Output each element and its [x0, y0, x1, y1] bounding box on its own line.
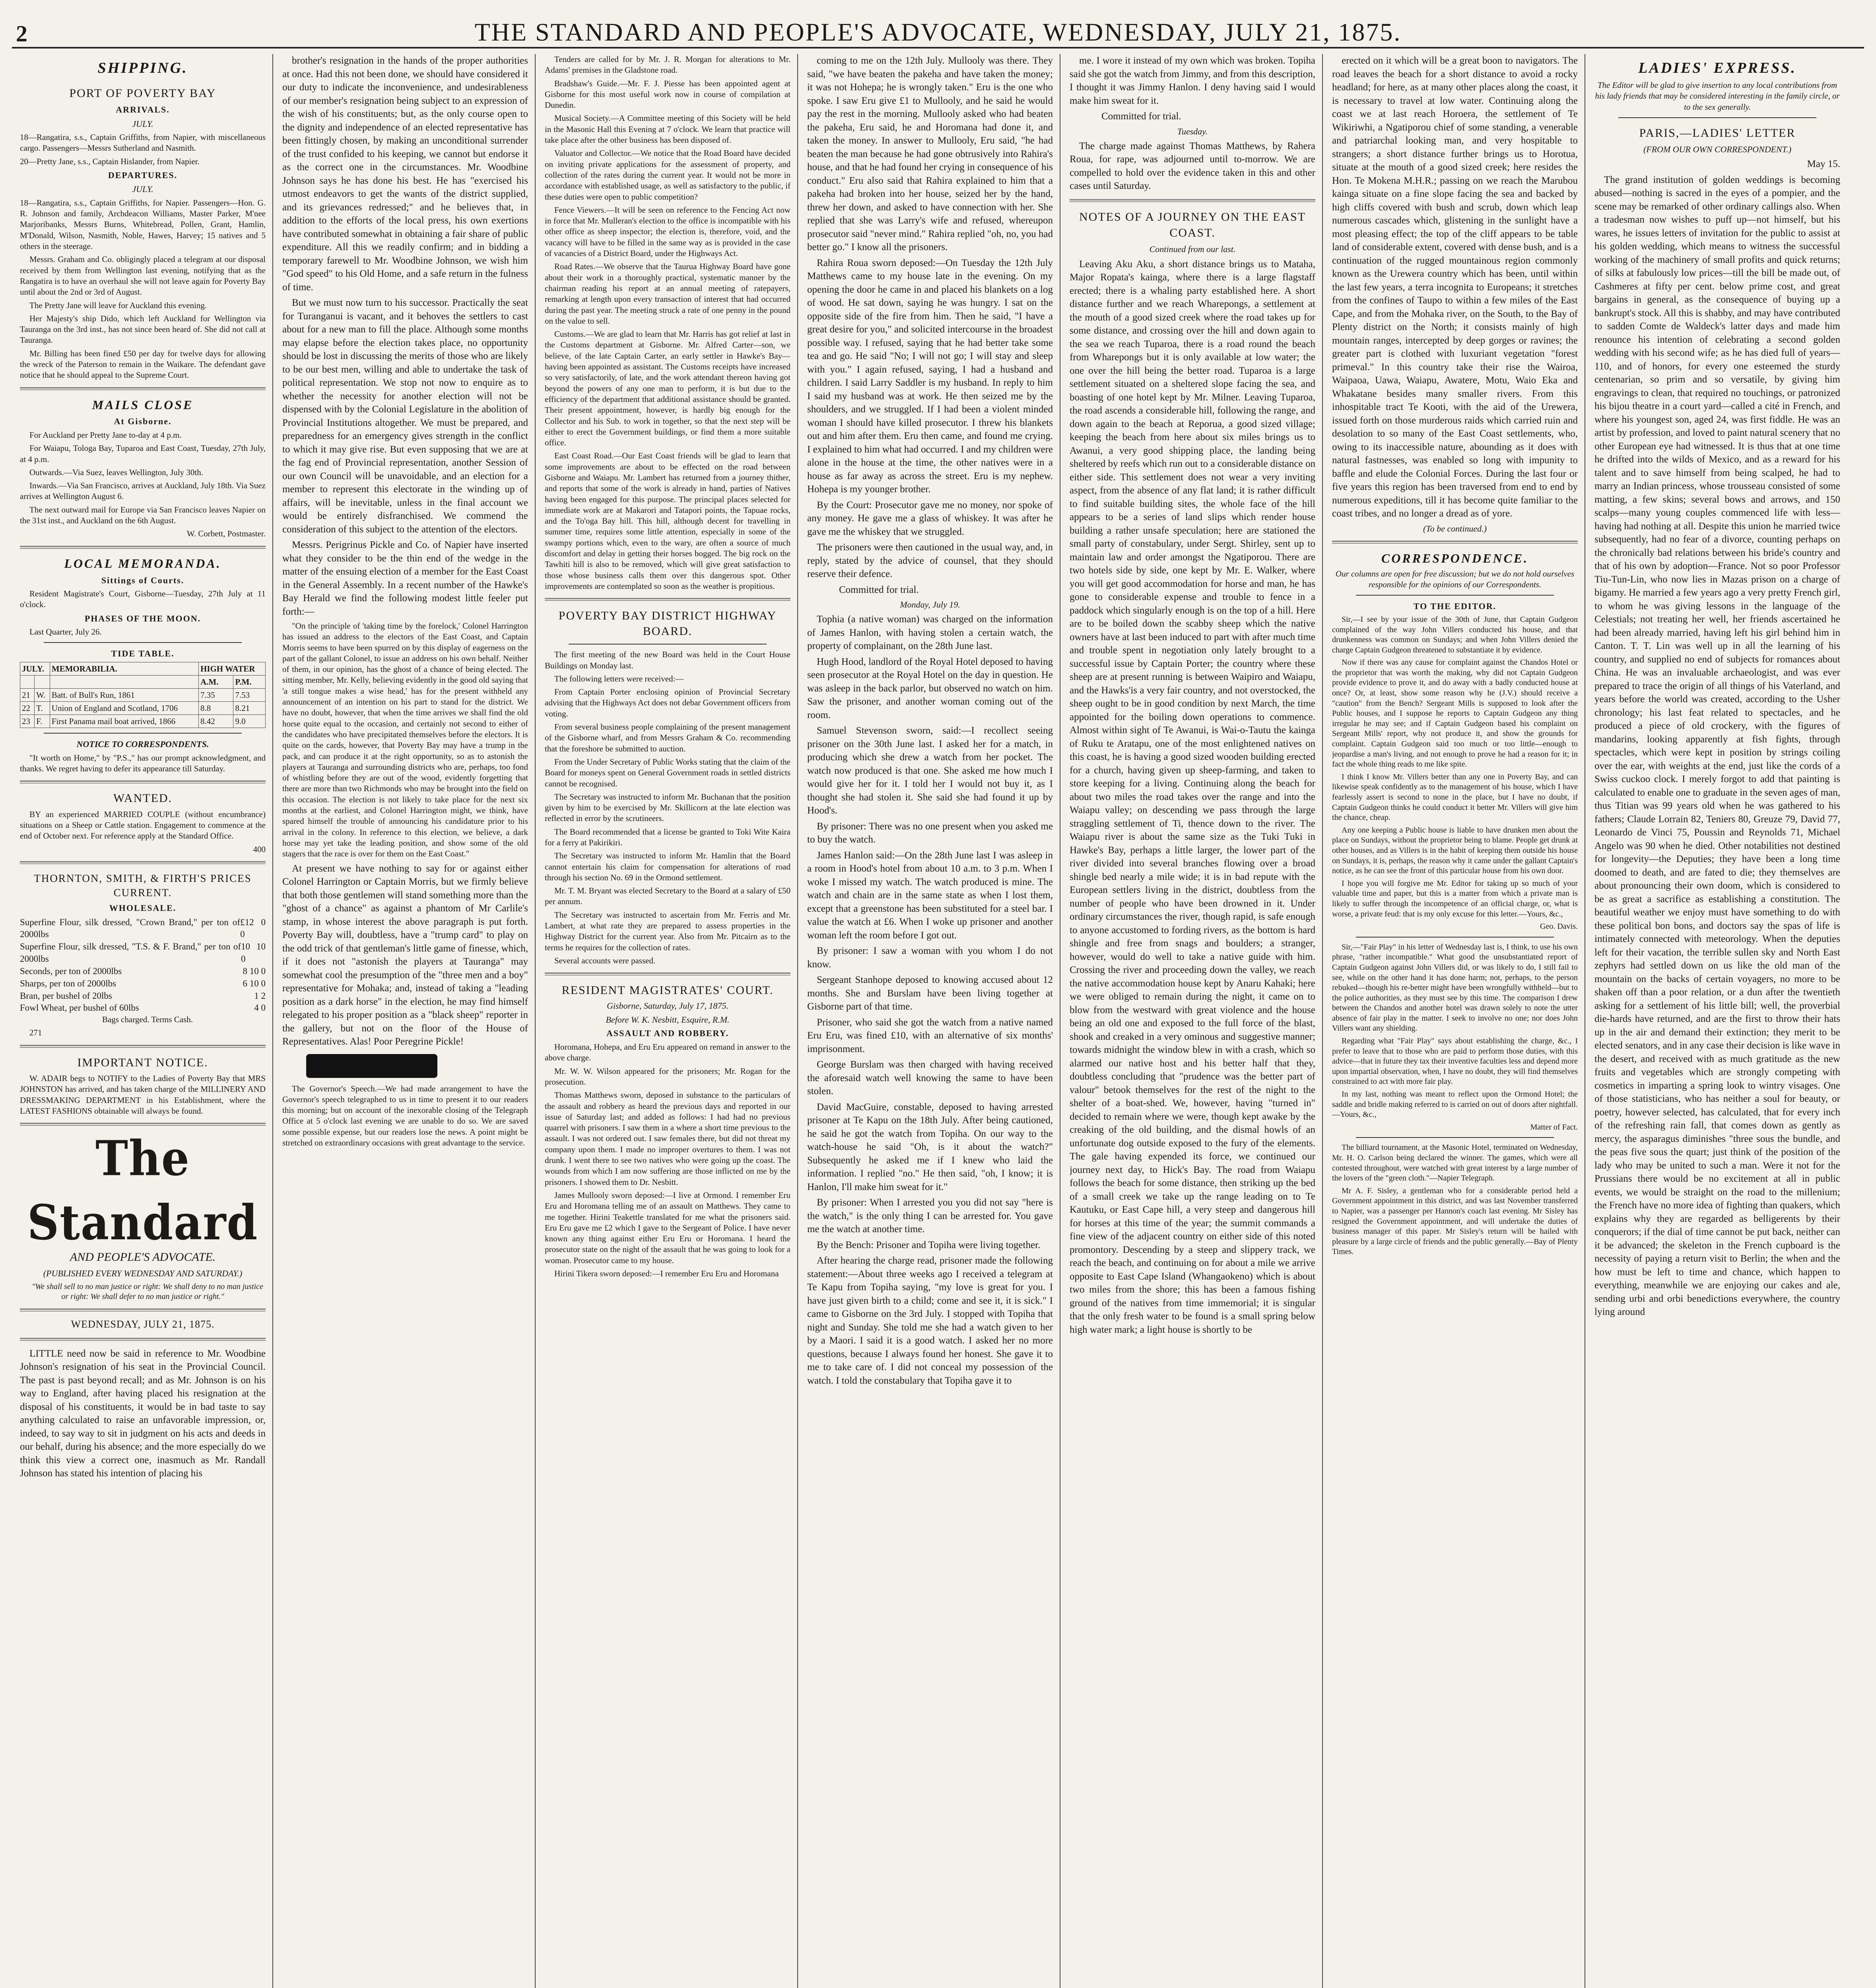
news-item: Customs.—We are glad to learn that Mr. Harris has got relief at last in the Customs department at Gisborne. Mr. Alfred Carter—son, we believe, of the late Captain Carter, an early settler in Hawke's Bay—having been appointed as assistant. The Customs receipts have increased so very satisfactorily, of late, and the work attendant thereon having got beyond the powers of any one man to perform, it is but due to the efficiency of the department that additional assistance should be granted. Their present appointment, however, is hardly big enough for the Collector and his Sub. to work in together, so that the next step will be either to erect the Government buildings, or find them a more suitable office. — [545, 329, 790, 448]
tuesday-heading: Tuesday. — [1177, 126, 1208, 136]
shipping-note: Mr. Billing has been fined £50 per day for twelve days for allowing the wreck of the Paterson to remain in the Waikare. The defendant gave notice that he should appeal to the Supreme Court. — [20, 348, 266, 380]
court-paragraph: By prisoner: There was no one present when you asked me to buy the watch. — [807, 821, 1053, 845]
mails-sub: At Gisborne. — [114, 416, 172, 427]
board-item: Several accounts were passed. — [554, 955, 656, 965]
news-item: Valuator and Collector.—We notice that the Road Board have decided on inviting private applications for the assessment of property, and collection of the rates during the current year. It would not be more in accordance with established usage, as well as satisfactory to the public, if these duties were open to public competition? — [545, 148, 790, 202]
court-paragraph: Tophia (a native woman) was charged on the information of James Hanlon, with having stolen a certain watch, the property of complainant, on the 28th June last. — [807, 614, 1053, 652]
news-item: East Coast Road.—Our East Coast friends will be glad to learn that some improvements are about to be effected on the road between Gisborne and Waiapu. Mr. Lambert has returned from a journey thither, and reports that some of the work is already in hand, parties of Natives having been engaged for this purpose. The principal places selected for immediate work are at Makarori and Tatapori points, the Tapuae rocks, and the To'oga Bay hill. This hill, although decent for travelling in summer time, requires some little attention, especially in some of the swampy portions which, even to the wary, are often a source of much discomfort and delay in getting their horses bogged. The big rock on the Tawhiti hill is also to be removed, which will give great satisfaction to those whose business calls them over this dangerous spot. Other improvements are contemplated so soon as the weather is propitious. — [545, 451, 790, 591]
column-5 — [1070, 54, 1315, 1988]
article-paragraph: At present we have nothing to say for or against either Colonel Harrington or Captain Morris, but we firmly believe that both those gentlemen will stand something more than the "ghost of a chance" as against a phantom of Mr Carlile's stamp, in whose interest the above paragraph is put forth. Poverty Bay will, doubtless, have a "trump card" to play on the odd trick of that gentleman's little game of finesse, which, if it does not "astonish the players at Tauranga" may somewhat cool the presumption of the "three men and a boy" representative for Mohaka; and, instead of taking a "leading position as a dark horse" in the election, he may find himself relegated to his proper position as a "black sheep" reporter in the gallery, but not on the floor of the House of Representatives. Alas! Poor Peregrine Pickle! — [282, 863, 528, 1047]
newspaper-title: THE STANDARD AND PEOPLE'S ADVOCATE, WEDNESDAY, JULY 21, 1875. — [474, 18, 1402, 46]
board-item: From the Under Secretary of Public Works stating that the claim of the Board for moneys spent on General Government roads in settled districts cannot be recognised. — [545, 757, 790, 788]
mail-item: For Waiapu, Tologa Bay, Tuparoa and East Coast, Tuesday, 27th July, at 4 p.m. — [20, 443, 266, 464]
departures-heading: DEPARTURES. — [108, 170, 178, 180]
memoranda-heading: LOCAL MEMORANDA. — [64, 556, 221, 571]
letter-paragraph: In my last, nothing was meant to reflect upon the Ormond Hotel; the saddle and bridle making referred to is carried on out of doors after nightfall.—Yours, &c., — [1332, 1090, 1578, 1119]
table-row: 23 F. First Panama mail boat arrived, 1866 8.42 9.0 — [20, 715, 266, 728]
price-row: Sharps, per ton of 2000lbs 6 10 0 — [20, 978, 266, 988]
page-number: 2 — [16, 21, 27, 47]
to-be-continued: (To be continued.) — [1423, 523, 1487, 534]
mail-item: The next outward mail for Europe via San Francisco leaves Napier on the 31st inst., and Auckland on the 6th August. — [20, 505, 266, 526]
court-paragraph: Rahira Roua sworn deposed:—On Tuesday the 12th July Matthews came to my house late in the evening. On my opening the door he came in and placed his blankets on a log of wood. He sat down, saying he was hungry. I sat on the opposite side of the fire from him. Then he said, "I have a great desire for you," and solicited intercourse in the broadest possible way. I refused, saying that he had better take some tea and go. He said "No; I will not go; I will stay and sleep with you." I again refused, saying, I had a husband and children. I said Larry Saddler is my husband. In reply to him I said my husband was at work. He then seized me by the shoulders, and we struggled. If I had been a violent minded woman I should have killed prosecutor. I threw his blankets out and him after them. Eru then came, and found me crying. I explained to him what had occurred. I and my children were alone in the house at the time, the other natives were in a house as far away as across the street. Eru is my nephew. Hohepa is my younger brother. — [807, 257, 1053, 495]
board-item: The Secretary was instructed to ascertain from Mr. Ferris and Mr. Lambert, at what rate they are prepared to assess properties in the Highway District for the current year. Also from Mr. Pitcairn as to the terms he requires for the collection of rates. — [545, 910, 790, 952]
court-date: Gisborne, Saturday, July 17, 1875. — [607, 1001, 728, 1011]
letter-paragraph: I think I know Mr. Villers better than any one in Poverty Bay, and can likewise speak confidently as to the management of his house, which I have fearlessly assert is second to none in the place, but I have no doubt, if Captain Gudgeon thinks he could conduct it better Mr. Villers will give him the chance, cheap. — [1332, 772, 1578, 822]
news-item: Musical Society.—A Committee meeting of this Society will be held in the Masonic Hall this Evening at 7 o'clock. We learn that practice will take place after the other business has been disposed of. — [545, 113, 790, 145]
court-paragraph: me. I wore it instead of my own which was broken. Topiha said she got the watch from Jimmy, and from this description, I thought it was Jimmy Hanlon. I deny having said I would make him sweat for it. — [1070, 55, 1315, 106]
letter-paragraph: Sir,—"Fair Play" in his letter of Wednesday last is, I think, to use his own phrase, "rather incompatible." What good the unsubstantiated report of Captain Gudgeon against John Villers did, or was likely to do, I still fail to see, while on the other hand it has done harm; not, perhaps, to the person rebuked—though his re-better might have been wrongfully withheld—but to the police authorities, as they must see by this time. The comparison I drew between the Chandos and another hotel was drawn solely to note the utter absence of fair play in the matter. I seek to involve no one; nor does John Villers want any shielding. — [1332, 942, 1578, 1033]
mail-item: Outwards.—Via Suez, leaves Wellington, July 30th. — [29, 467, 204, 477]
tide-col-header: A.M. — [198, 675, 233, 688]
governor-speech-note: The Governor's Speech.—We had made arrangement to have the Governor's speech telegraphed to us in time to present it to our readers this morning; but on account of the inexorable closing of the Telegraph Office at 5 o'clock last evening we are unable to do so. We are saved some possible expense, but our readers lose the news. A point might be stretched on extraordinary occasions with great advantage to the service. — [282, 1083, 528, 1148]
court-paragraph: Prisoner, who said she got the watch from a native named Eru Eru, was fined £10, with an alternative of six months' imprisonment. — [807, 1017, 1053, 1054]
court-paragraph: Hirini Tikera sworn deposed:—I remember Eru Eru and Horomana — [554, 1268, 779, 1278]
assault-heading: ASSAULT AND ROBBERY. — [606, 1028, 729, 1039]
court-paragraph: David MacGuire, constable, deposed to having arrested prisoner at Te Kapu on the 18th July. After being cautioned, he said he got the watch from Topiha. On our way to the watch-house he said "Oh, is it about the watch?" Subsequently he asked me if I knew who laid the information. I replied "no." He then said, "oh, I know; it is Hanlon, I'll make him sweat for it." — [807, 1101, 1053, 1192]
tide-col-header: JULY. — [20, 662, 50, 675]
masthead — [12, 16, 1864, 49]
important-text: W. ADAIR begs to NOTIFY to the Ladies of Poverty Bay that MRS JOHNSTON has arrived, and has taken charge of the MILLINERY AND DRESSMAKING DEPARTMENT in his Establishment, where the LATEST FASHIONS obtainable will always be found. — [20, 1073, 266, 1116]
postmaster-signature: W. Corbett, Postmaster. — [186, 529, 266, 539]
column-rule — [1322, 54, 1323, 1988]
moon-heading: PHASES OF THE MOON. — [84, 613, 201, 623]
mail-item: For Auckland per Pretty Jane to-day at 4 p.m. — [29, 430, 182, 440]
arrival-item: 20—Pretty Jane, s.s., Captain Hislander, from Napier. — [20, 156, 200, 166]
court-magistrate: Before W. K. Nesbitt, Esquire, R.M. — [606, 1014, 730, 1025]
column-4 — [807, 54, 1053, 1988]
letter-paragraph: Now if there was any cause for complaint against the Chandos Hotel or the proprietor that was worth the making, why did not Captain Gudgeon provide evidence to prove it, and do away with a badly conducted house at once? Or, at least, show some reason why he (J.V.) should receive a "caution" from the Bench? Sergeant Mills is supposed to look after the Public houses, and I suppose he reports to Captain Gudgeon any thing irregular he may see; and if Captain Gudgeon based his complaint on Sergeant Mills' report, why not produce it, and show the grounds for complaint. Captain Gudgeon said too much or too little—enough to jeopardise a man's living, and not enough to prove he had a reason for it; in fact the whole thing reads to me like spite. — [1332, 658, 1578, 769]
board-item: The following letters were received:— — [554, 674, 684, 683]
motto: "We shall sell to no man justice or right: We shall deny to no man justice or right: We shall defer to no man justice or right." — [32, 1282, 263, 1301]
prices-ref: 271 — [29, 1028, 42, 1038]
publication-note: (PUBLISHED EVERY WEDNESDAY AND SATURDAY.) — [43, 1268, 243, 1279]
news-item: Fence Viewers.—It will be seen on reference to the Fencing Act now in force that Mr. Mulleran's election to the office is incompatible with his other office as sheep inspector; the election is, therefore, void, and the vacancy will have to be filled in the same way as is provided in the case of vacancies of a District Board, under the Highways Act. — [545, 205, 790, 258]
court-paragraph: Sergeant Stanhope deposed to knowing accused about 12 months. She and Burslam have been living together at Gisborne part of that time. — [807, 975, 1053, 1012]
notice-heading: NOTICE TO CORRESPONDENTS. — [76, 739, 209, 749]
letter-paragraph: Sir,—I see by your issue of the 30th of June, that Captain Gudgeon complained of the way John Villers conducted his house, and that drunkenness was common on Sundays; and when John Villers denied the charge Captain Gudgeon threatened to substantiate it by evidence. — [1332, 615, 1578, 654]
correspondence-heading: CORRESPONDENCE. — [1381, 551, 1529, 565]
arrivals-heading: ARRIVALS. — [116, 105, 170, 115]
column-6 — [1332, 54, 1578, 1988]
column-2 — [282, 54, 528, 1988]
letter-signature: Matter of Fact. — [1530, 1122, 1578, 1132]
table-row: 22 T. Union of England and Scotland, 1706 8.8 8.21 — [20, 702, 266, 715]
monday-heading: Monday, July 19. — [900, 600, 960, 610]
board-item: From Captain Porter enclosing opinion of Provincial Secretary advising that the Highways Act does not debar Government officers from voting. — [545, 687, 790, 718]
news-item: Tenders are called for by Mr. J. R. Morgan for alterations to Mr. Adams' premises in the Gladstone road. — [545, 54, 790, 75]
wanted-ref: 400 — [253, 844, 266, 854]
to-the-editor: TO THE EDITOR. — [1413, 601, 1497, 612]
court-paragraph: James Hanlon said:—On the 28th June last I was asleep in a room in Hood's hotel from about 10 a.m. to 3 p.m. When I woke I missed my watch. The watch produced is mine. The watch and chain are in the same state as when I lost them, except that a greenstone has been substituted for a steel bar. I value the watch at £6. When I woke up prisoner and another woman left the room before I got out. — [807, 850, 1053, 941]
ladies-note: The Editor will be glad to give insertion to any local contributions from his lady friends that may be considered interesting in the family circle, or to the sex generally. — [1595, 80, 1840, 112]
price-row: Superfine Flour, silk dressed, "T.S. & F. Brand," per ton of 2000lbs 10 10 0 — [20, 942, 266, 964]
paris-date: May 15. — [1807, 159, 1840, 170]
board-heading: POVERTY BAY DISTRICT HIGHWAY BOARD. — [558, 609, 777, 638]
price-row: Fowl Wheat, per bushel of 60lbs 4 0 — [20, 1003, 266, 1013]
news-item: The billiard tournament, at the Masonic Hotel, terminated on Wednesday, Mr. H. O. Carlson being declared the winner. The games, which were all contested throughout, were watched with great interest by a large number of the lovers of the "green cloth."—Napier Telegraph. — [1332, 1143, 1578, 1183]
tide-group-header: HIGH WATER — [198, 662, 265, 675]
arrival-item: 18—Rangatira, s.s., Captain Griffiths, from Napier, with miscellaneous cargo. Passengers—Messrs Sutherland and Nasmith. — [20, 132, 266, 153]
article-paragraph: Messrs. Perigrinus Pickle and Co. of Napier have inserted what they consider to be the thin end of the wedge in the matter of the ensuing election of a member for the East Coast in the General Assembly. In a recent number of the Hawke's Bay Herald we find the following modest little feeler put forth:— — [282, 540, 528, 617]
paris-letter: The grand institution of golden weddings is becoming abused—nothing is sacred in the eyes of a pompier, and the scene may be remarked of other ordinary callings also. When a tradesman now wishes to puff up—not himself, but his wares, he issues letters of invitation for the public to assist at his golden wedding, which means to witness the successful working of the machinery of small profits and quick returns; of silks at fabulously low prices—till the bill be made out, of Cashmeres at fifty per cent. below prime cost, and great bargains in general, as the consequence of buying up a bankrupt's stock. All this is shabby, and may have contributed to sadden Comte de Waldeck's latter days and made him renounce his intention of celebrating a second golden wedding with his second wife; as he has died full of years—110, and of honors, for every one esteemed the sturdy centenarian, so prim and so versatile, by giving him engravings to clean, that required no touchings, or patronized his bijou theatre in a court yard—called a cité in French, and where his youngest son, aged 24, was first fiddle. He was an artist by profession, and loved to paint natural scenery that no other European eye had witnessed. It is thus that at one time he drifted into the wilds of Mexico, and as a reward for his talent and to save himself from being scalped, he had to marry an Indian princess, whose trousseau consisted of some matting, a few skins; several bows and arrows, and 150 scalps—many young couples commenced life with less—having had nothing at all. Despite this union he married twice subsequently, had no fear of a divorce, counting perhaps on the chronically bad relations between his bride's country and that of his own by adoption—France. Not so poor Professor Tiu-Tun-Lin, who now lies in Mazas prison on a charge of bigamy. He married a few years ago a very pretty French girl, to whom he was giving lessons in the language of the Celestials; not treating her well, her friends ascertained he had been already married, having left his girl behind him in Canton. T. T. Lin was well up in all the learning of his country, and supplied no end of subjects for romances about China. He was an invaluable archaeologist, and was ever prepared to trace the origin of all things of his Vaterland, and years before the world was created, according to the Usher chronology; his last feat related to spectacles, and he produced a piece of old crockery, with the figures of mandarins, looking apparently at fish fights, through spectacles, which were kept in position by strings coiling over the ear, with weights at the end, just like the cords of a Swiss cuckoo clock. I merely forgot to add that painting is calculated to enable one to graduate in the seven ages of man, thus Titian was 99 years old when he was gathered to his fathers; Claude Lorrain 82, Teniers 80, Greuze 79, David 77, Leonardo de Vinci 75, Poussin and Reynolds 71, Michael Angelo was 90 when he died. Other notabilities not destined for longevity—the Deputies; they have been a long time doomed to death, and are fated to die; they themselves are about pronouncing their own doom, which is considered to be as great a sacrifice as establishing a constitution. The beautiful weather we enjoy must have something to do with these political bon bons, and doctors say the spas of life is intimately connected with meteorology. When the deputies left for their vacation, the terrible sullen sky and North East zephyrs had settled down on us like the old man of the mountain on the backs of certain voyagers, no more to be shaken off than a poor relation, or a dun after the twentieth asking for a settlement of his little bill; well, the proverbial die-hards have returned, and are the first to throw their hats up in the air and demand their extinction; they merit to be elected senators, and in any case their decision is like wave in the desert, and received with as much gratitude as the new fruits and vegetables which are strongly competing with cosmetics in imparting a spring look to wintry visages. One of those statisticians, who has neither a soul for beauty, or poetry, however selected, has calculated, that for every inch of the refreshing rain fall, that comes down as gently as mercy, the asparagus diminishes "three sous the bundle, and the peas five sous the quart; just think of the position of the lady who may be united to such a man. Were it not for the Prussians there would be no excitement at all in public events, we would be straight on the road to the millenium; the French have no more idea of fighting than quakers, which explains why they are regarded as belligerents by their conquerors; if the dial of time cannot be put back, neither can it be advanced; the skeleton in the French cupboard is the necessity of paying a return visit to Berlin; the when and the how must be left to time and chance, which happen to everything, meanwhile we are enjoying our cakes and ale, sending urbi and orbi benedictions everywhere, the country lying around — [1594, 174, 1840, 1318]
tide-heading: TIDE TABLE. — [111, 648, 175, 659]
court-heading: RESIDENT MAGISTRATES' COURT. — [561, 984, 774, 997]
price-row: Seconds, per ton of 2000lbs 8 10 0 — [20, 966, 266, 976]
shipping-note: Her Majesty's ship Dido, which left Auckland for Wellington via Tauranga on the 3rd inst., has not since been heard of. She did not call at Tauranga. — [20, 313, 266, 345]
letter-paragraph: I hope you will forgive me Mr. Editor for taking up so much of your valuable time and paper, but this is a matter from which a private man is likely to suffer through the incompetence of an official charge, or, what is worse, a private feud: that is my only excuse for this letter.—Yours, &c., — [1332, 879, 1578, 918]
board-item: From several business people complaining of the present management of the Gisborne wharf, and from Messrs Graham & Co. recommending that the foreshore be submitted to auction. — [545, 722, 790, 753]
court-paragraph: The charge made against Thomas Matthews, by Rahera Roua, for rape, was adjourned until to-morrow. We are compelled to hold over the evidence taken in this and other cases until Saturday. — [1070, 140, 1315, 192]
prices-note: Bags charged. Terms Cash. — [102, 1015, 193, 1025]
journey-paragraph: Leaving Aku Aku, a short distance brings us to Mataha, Major Ropata's kainga, where there is a large flagstaff erected; there is a whaling party established here. A short distance further and we reach Wharepongs, a settlement at the mouth of a good sized creek where the road takes up for some distance, and crossing over the hill and down again to the sea we reach Tuparoa, there is a road round the beach from Wharepongs but it is only available at low water; the one over the hill being the better road. Tuparoa is a large settlement situated on a sheltered slope facing the sea, and boasting of one hotel kept by Mr. Milner. Leaving Tuparoa, the road ascends a considerable hill, following the range, and down again to the beach at Reporua, a good sized village; keeping the beach from here about six miles brings us to Awanui, a very good shipping place, the landing being sheltered by reefs which run out to a considerable distance on either side. This settlement does not wear a very inviting aspect, from the absence of any flat land; it is rather difficult to find suitable building sites, the whole face of the hill appears to be a series of land slips which render house building a rather unsafe speculation; here are stationed the small party of constabulary, under Sergt. Shirley, sent up to maintain law and order amongst the Ngatiporou. There are two hotels side by side, one kept by Mr. E. Walker, where you will get good accommodation for horse and man, he has gone to considerable expense and trouble to fence in a paddock which singularly enough is on the top of a hill. Here are to be boiled down the scabby sheep which the native owners have at last been induced to part with after much time and trouble spent in negotiation only lately brought to a successful issue by Captain Porter; the country where these sheep are at present running is between Waipiro and Waiapu, and the Hawks'is a very fair country, and not overstocked, the sheep ought to be in good condition by next March, the time appointed for the boiling down operations to commence. Almost within sight of Te Awanui, is Wai-o-Tautu the kainga of Ruku te Aratapu, one of the most enlightened natives on this coast, he is having a good sized wooden building erected for a church, having given up sheep-farming, and taken to store keeping for a living. Continuing along the beach for about two miles the road takes over the range and into the Waiapu valley; on descending we pass through the large straggling settlement of Ti, thence down to the river. The Waiapu river is about the same size as the Tuki Tuki in Hawke's Bay, perhaps a little larger, the lower part of the river divided into several branches flowing over a broad shingle bed nearly a mile wide; it is in bad repute with the European settlers living in the district, doubtless from the number of people who have been drowned in it. Under ordinary circumstances the river, though rapid, is safe enough to anyone accustomed to fording rivers, as the bottom is hard shingle and free from snags and boulders; a stranger, however, would do well to take a native guide with him. Crossing the river and proceeding down the valley, we reach the native accommodation house kept by Anaru Kahaki; here we were obliged to remain during the night, it came on to blow from the westward with great violence and the house being an old one and exposed to the full force of the blast, shook and creaked in a very ominous and suggestive manner; towards midnight the window blew in with a crash, which so alarmed our native host and his better half that they, doubtless concluding that "prudence was the better part of valour" betook themselves for the rest of the night to the shelter of a boat-shed. We, however, having "turned in" decided to remain where we were, though kept awake by the creaking of the old building, and the dismal howls of an unfortunate dog outside exposed to the fury of the elements. The gale having expended its force, we continued our journey next day, to Hick's Bay. The road from Waiapu follows the beach for some distance, then striking up the bed of a small creek we take up the range leading on to Te Kautuku, or East Cape hill, a very steep and dangerous hill for horses at this time of the year; the summit commands a fine view of the adjacent country on either side of this noted promontory. Descending by a steep and slippery track, we reach the beach, and continuing on for about a mile we arrive opposite to East Cape Island (Whangaokeno) which is about two miles from the shore; this has been a famous fishing ground of the natives from time immemorial; it is singular that the only fresh water to be found is a small spring below high water mark; a light house is shortly to be — [1070, 258, 1315, 1335]
court-paragraph: James Mullooly sworn deposed:—I live at Ormond. I remember Eru Eru and Horomana telling me of an assault on Matthews. They came to me together. Hirini Teakettle translated for me what the prisoners said. Eru Eru gave me £2 which I gave to the Sergeant of Police. I have never known any thing against either Eru Eru or Horomana. I heard the prosecutor state on the night of the assault that he was going to look for a woman. Prosecutor came to my house. — [545, 1190, 790, 1265]
column-7 — [1594, 54, 1840, 1988]
court-paragraph: Horomana, Hohepa, and Eru Eru appeared on remand in answer to the above charge. — [545, 1042, 790, 1063]
paris-heading: PARIS,—LADIES' LETTER — [1639, 126, 1796, 140]
redacted-block — [306, 1054, 437, 1078]
issue-date: WEDNESDAY, JULY 21, 1875. — [71, 1318, 215, 1330]
leader-article: LITTLE need now be said in reference to Mr. Woodbine Johnson's resignation of his seat in the Provincial Council. The past is past beyond recall; and as Mr. Johnson is on his way to England, after having placed his resignation at the disposal of his constituents, it would be in bad taste to say anything calculated to raise an unfavorable impression, or, indeed, to say way to sit in judgment on his acts and deeds in our behalf, during his absence; and the more especially do we think this view a correct one, inasmuch as Mr. Randall Johnson has stated his intention of placing his — [20, 1348, 266, 1479]
column-rule — [535, 54, 536, 1988]
departures-month: JULY. — [132, 184, 153, 194]
article-paragraph: brother's resignation in the hands of the proper authorities at once. Had this not been done, we should have considered it our duty to indicate the inconvenience, and undesirableness of our member's resignation being subject to an expression of the wish of his constituents; but, as the only course open to the dignity and independence of an elected representative has been fittingly chosen, by making an unconditional surrender of the trust confided to his keeping, we cannot but endorse it as the correct one in the circumstances. Mr. Woodbine Johnson says he has done his best. He has "exercised his utmost endeavors to get the wants of the district supplied, and its grievances redressed;" and he believes that, in addition to the efforts of the local press, his own exertions have contributed somewhat in obtaining a fair share of public expenditure. All this we readily confirm; and in bidding a temporary farewell to Mr. Woodbine Johnson, we wish him "God speed" to his Old Home, and a safe return in the fulness of time. — [282, 55, 528, 293]
court-paragraph: Thomas Matthews sworn, deposed in substance to the particulars of the assault and robbery as heard the previous days and reported in our issue of Saturday last; and added as follows: I had had no previous quarrel with prisoners. I saw them in a where a short time previous to the assault. I was not ordered out. I saw females there, but did not threat my company upon them. I made no improper overtures to them. I was not drunk. I went there to see two natives who were going up the coast. The wounds from which I am now suffering are those inflicted on me by the prisoners. I showed them to Dr. Nesbitt. — [545, 1090, 790, 1187]
paris-subheading: (FROM OUR OWN CORRESPONDENT.) — [1643, 144, 1792, 154]
wanted-text: BY an experienced MARRIED COUPLE (without encumbrance) situations on a Sheep or Cattle station. Engagement to commence at the end of October next. For reference apply at the Standard Office. — [20, 809, 266, 841]
price-row: Bran, per bushel of 20lbs 1 2 — [20, 990, 266, 1001]
departure-item: 18—Rangatira, s.s., Captain Griffiths, for Napier. Passengers—Hon. G. R. Johnson and family, Archdeacon Williams, Master Parker, M'nee Marjoribanks, Messrs Burns, Whitebread, Pollen, Grant, Hamlin, M'Donald, Wilson, Nasmith, Noble, Hawes, Harvey; 15 natives and 5 others in the steerage. — [20, 198, 266, 251]
tide-col-header: MEMORABILIA. — [50, 662, 198, 675]
arrivals-month: JULY. — [132, 118, 153, 129]
court-paragraph: By prisoner: I saw a woman with you whom I do not know. — [807, 945, 1053, 970]
column-1 — [20, 54, 266, 1988]
ladies-express-heading: LADIES' EXPRESS. — [1638, 60, 1796, 76]
shipping-note: Messrs. Graham and Co. obligingly placed a telegram at our disposal received by them from Wellington last evening, notifying that as the Rangatira is to have an overhaul she will not leave again for Poverty Bay until about the 2nd or 3rd of August. — [20, 254, 266, 297]
tide-col-header: P.M. — [233, 675, 266, 688]
notes-subheading: Continued from our last. — [1149, 244, 1236, 254]
news-item: Road Rates.—We observe that the Taurua Highway Board have gone about their work in a thoroughly practical, systematic manner by the chairman reading his report at an annual meeting of ratepayers, remarking at length upon every transaction of interest that had occurred during the past year. The meeting struck a rate of one penny in the pound on the value to sell. — [545, 262, 790, 326]
court-paragraph: George Burslam was then charged with having received the aforesaid watch well knowing the same to have been stolen. — [807, 1059, 1053, 1097]
table-row: 21 W. Batt. of Bull's Run, 1861 7.35 7.53 — [20, 689, 266, 702]
article-paragraph: But we must now turn to his successor. Practically the seat for Turanganui is vacant, and it behoves the settlers to cast about for a new man to fill the place. Although some months may elapse before the election takes place, no opportunity should be lost in discussing the merits of those who are likely to be our best men, willing and able to undertake the task of political representation. We stop not now to enquire as to whether the necessity for another election will not be dispensed with by the Colonial Legislature in the abolition of Provincial Institutions altogether. We must be prepared, and preparedness for an emergency gives strength in the conflict to which it may give rise. But even supposing that we are at the fag end of Provincial representation, another Session of our own Council will be unavoidable, and an election for a member to represent this electorate in the winding up of affairs, will be inevitable, unless in the final account we would be entirely disfranchised. We commend the consideration of this subject to the attention of the electors. — [282, 297, 528, 535]
quoted-paragraph: "On the principle of 'taking time by the forelock,' Colonel Harrington has issued an address to the electors of the East Coast, and Captain Morris seems to have been spurred on by this display of eagerness on the part of the gallant Colonel, to issue an address on his own behalf. Neither of them, in our opinion, has the ghost of a chance of being elected. The sitting member, Mr. Kelly, believing evidently in the good old saying that 'a still tongue makes a wise head,' has for the present withheld any announcement of an intention on his part to stand for the district. We have no doubt, however, that when the time arrives we shall find the old horse quite equal to the occasion, and certainly not second to either of the candidates who have precipitated themselves before the electors. It is quite on the cards, however, that Poverty Bay may have a trump in the pack, and can produce it at the right opportunity, so as to astonish the players at Tauranga and surrounding districts who are, perhaps, too fond of whistling before they are out of the wood, evidently forgetting that there are more than two Richmonds who may be brought into the field on this occasion. The election is not likely to take place for the next six months at the earliest, and Colonel Harrington might, we think, have spared himself the trouble of announcing his candidature prior to his arrival in the colony. In reference to this election, we believe, a dark horse may yet take the leading position, and show some of the old stagers that the race is over for them on the East Coast." — [282, 621, 528, 859]
board-item: The first meeting of the new Board was held in the Court House Buildings on Monday last. — [545, 650, 790, 670]
court-paragraph: coming to me on the 12th July. Mullooly was there. They said, "we have beaten the pakeha and have taken the money; it was not Hohepa; he is wrongly taken." Eru is the one who spoke. I saw Eru give £1 to Mullooly, and he said he would pay the rest in the morning. Mullooly asked who had beaten the pakeha, Eru said, he and Horomana had done it, and taken the money. In answer to Mullooly, Eru said, "he had beaten the man because he had gone obtrusively into Rahira's house, and that he had found her crying in consequence of his conduct." Eru also said that Rahira explained to him that a pakeha had broken into her house, seized her by the hand, threw her down, and asked to have connection with her. She replied that she was Larry's wife and refused, whereupon prosecutor said "never mind." Rahira replied "oh, no, you had better go." I know all the prisoners. — [807, 55, 1053, 252]
court-paragraph: Hugh Hood, landlord of the Royal Hotel deposed to having seen prosecutor at the Royal Hotel on the day in question. He was asleep in the back parlor, but observed no watch on him. Saw the prisoner, and another woman coming out of the room. — [807, 656, 1053, 720]
court-paragraph: By the Bench: Prisoner and Topiha were living together. — [817, 1239, 1041, 1250]
court-paragraph: Samuel Stevenson sworn, said:—I recollect seeing prisoner on the 30th June last. I asked her for a match, in producing which she drew a watch from her pocket. The watch now produced is that one. She asked me how much I would give her for it. I told her I would not buy it, as I thought she had stolen it. She said she had found it up by Hood's. — [807, 725, 1053, 816]
news-item: Mr A. F. Sisley, a gentleman who for a considerable period held a Government appointment in this district, and was last November transferred to Napier, was a passenger per Hannon's coach last evening. Mr Sisley has resigned the Government appointment, and will undertake the duties of business manager of this paper. Mr Sisley's return will be hailed with pleasure by a large circle of friends and the public generally.—Bay of Plenty Times. — [1332, 1186, 1578, 1256]
moon-text: Last Quarter, July 26. — [29, 627, 102, 637]
shipping-note: The Pretty Jane will leave for Auckland this evening. — [29, 300, 207, 310]
letter-paragraph: Any one keeping a Public house is liable to have drunken men about the place on Sundays, without the proprietor being to blame. People get drunk at other houses, and as Villers is in the habit of keeping them outside his house on Sundays, it is, perhaps, the reason why it came under the gallant Captain's notice, as he can see the front of this particular house from his own door. — [1332, 825, 1578, 876]
newspaper-logo: The Standard — [27, 1130, 258, 1251]
notes-heading: NOTES OF A JOURNEY ON THE EAST COAST. — [1079, 210, 1306, 240]
news-item: Bradshaw's Guide.—Mr. F. J. Piesse has been appointed agent at Gisborne for this most useful work now in course of compilation at Dunedin. — [545, 78, 790, 110]
correspondence-note: Our columns are open for free discussion; but we do not hold ourselves responsible for the opinions of our Correspondents. — [1335, 569, 1575, 590]
letter-paragraph: Regarding what "Fair Play" says about establishing the charge, &c., I prefer to leave that to those who are paid to perform those duties, with this advice—that in future they tax their inventive faculties less and depend more upon impartial observation, when, I have no doubt, they will find themselves constrained to act with more fair play. — [1332, 1037, 1578, 1086]
court-paragraph: By prisoner: When I arrested you you did not say "here is the watch," is the only thing I can be arrested for. You gave me the watch at another time. — [807, 1197, 1053, 1235]
column-3 — [545, 54, 790, 1988]
sittings-heading: Sittings of Courts. — [101, 575, 184, 585]
column-rule — [797, 54, 798, 1988]
wholesale-heading: WHOLESALE. — [109, 903, 177, 913]
journey-paragraph: erected on it which will be a great boon to navigators. The road leaves the beach for a short distance to avoid a rocky headland; for here, as at many other places along the coast, it is necessary to travel at low water. Continuing along the coast we at last reach Horoera, the settlement of Te Wikiriwhi, a Ngatiporou chief of some standing, a venerable and patriarchal looking man, and very hospitable to strangers; a short distance further brings us to Horotua, situate at the mouth of a good sized creek; here resides the Hon. Te Mokena M.H.R.; passing on we reach the Marubou kainga situate on a fine slope facing the sea and backed by high cliffs covered with bush and scrub, down which leap numerous cascades which, glistening in the sunlight have a most pleasing effect; the top of the cliff appears to be table land of considerable extent, covered with dense bush, and is a continuation of the rugged mountainous region commonly known as the Urewera country which has been, until within the last few years, a terra incognita to Europeans; it stretches from the confines of Taupo to within a few miles of the East Cape, and from the Mohaka river, on the South, to the Bay of Plenty district on the North; it consists mainly of high mountain ranges, intercepted by deep gorges or ravines; the greater part is clothed with luxuriant vegetation "forest primeval." In this country take their rise the Wairoa, Waipaoa, Uawa, Waiapu, Awatere, Motu, Waio Eka and Whakatane besides many smaller rivers. From this inhospitable tract Te Kooti, with the aid of the Urewera, issued forth on those murderous raids which carried ruin and desolation to so many of the East Coast settlements, who, owing to its inaccessible nature, abounding as it does with natural fastnesses, was enabled so long with impunity to baffle and elude the Colonial Forces. During the last four or five years this region has been traversed from end to end by numerous expeditions, till it has become quite familiar to the coast tribes, and no longer a dread as of yore. — [1332, 55, 1578, 519]
important-heading: IMPORTANT NOTICE. — [77, 1056, 208, 1069]
court-paragraph: By the Court: Prosecutor gave me no money, nor spoke of any money. He gave me a glass of whiskey. It was after he gave me the whiskey that we struggled. — [807, 499, 1053, 537]
court-paragraph: The prisoners were then cautioned in the usual way, and, in reply, stated by the advice of counsel, that they should reserve their defence. — [807, 542, 1053, 579]
tide-table — [20, 662, 266, 728]
letter-signature: Geo. Davis. — [1540, 922, 1578, 931]
price-row: Superfine Flour, silk dressed, "Crown Brand," per ton of 2000lbs £12 0 0 — [20, 917, 266, 940]
sittings-text: Resident Magistrate's Court, Gisborne—Tuesday, 27th July at 11 o'clock. — [20, 588, 266, 610]
court-paragraph: Committed for trial. — [1101, 111, 1181, 122]
columns — [12, 49, 1864, 1988]
column-rule — [272, 54, 273, 1988]
board-item: Mr. T. M. Bryant was elected Secretary to the Board at a salary of £50 per annum. — [545, 886, 790, 907]
board-item: The Secretary was instructed to inform Mr. Hamlin that the Board cannot entertain his claim for compensation for alterations of road through his section No. 69 in the Ormond settlement. — [545, 851, 790, 882]
prices-heading: THORNTON, SMITH, & FIRTH'S PRICES CURRENT. — [34, 872, 252, 899]
logo-subtitle: AND PEOPLE'S ADVOCATE. — [70, 1250, 216, 1264]
court-paragraph: Mr. W. W. Wilson appeared for the prisoners; Mr. Rogan for the prosecution. — [545, 1066, 790, 1087]
board-item: The Board recommended that a license be granted to Toki Wite Kaira for a ferry at Pakirikiri. — [545, 827, 790, 847]
board-item: The Secretary was instructed to inform Mr. Buchanan that the position given by him to be exercised by Mr. Skillicorn at the late election was reflected in error by the scrutineers. — [545, 792, 790, 823]
court-paragraph: Committed for trial. — [839, 584, 919, 595]
shipping-heading: SHIPPING. — [97, 60, 188, 76]
mail-item: Inwards.—Via San Francisco, arrives at Auckland, July 18th. Via Suez arrives at Wellington August 6. — [20, 481, 266, 501]
wanted-heading: WANTED. — [113, 792, 173, 805]
court-paragraph: After hearing the charge read, prisoner made the following statement:—About three weeks ago I received a telegram at Te Kapu from Topiha saying, "my love is great for you. I have just given birth to a child; come and see it, it is sick." I came to Gisborne on the 3rd July. I stopped with Topiha that night and Sunday. She told me she had a watch given to her by a Maori. I said it is a good watch. I asked her no more questions, because I always found her honest. She gave it to me to take care of. I did not conceal my possession of the watch. I told the constabulary that Topiha gave it to — [807, 1255, 1053, 1386]
mails-heading: MAILS CLOSE — [92, 397, 194, 412]
notice-text: "It worth on Home," by "P.S.," has our prompt acknowledgment, and thanks. We regret having to defer its appearance till Saturday. — [20, 753, 266, 774]
port-heading: PORT OF POVERTY BAY — [69, 86, 216, 100]
